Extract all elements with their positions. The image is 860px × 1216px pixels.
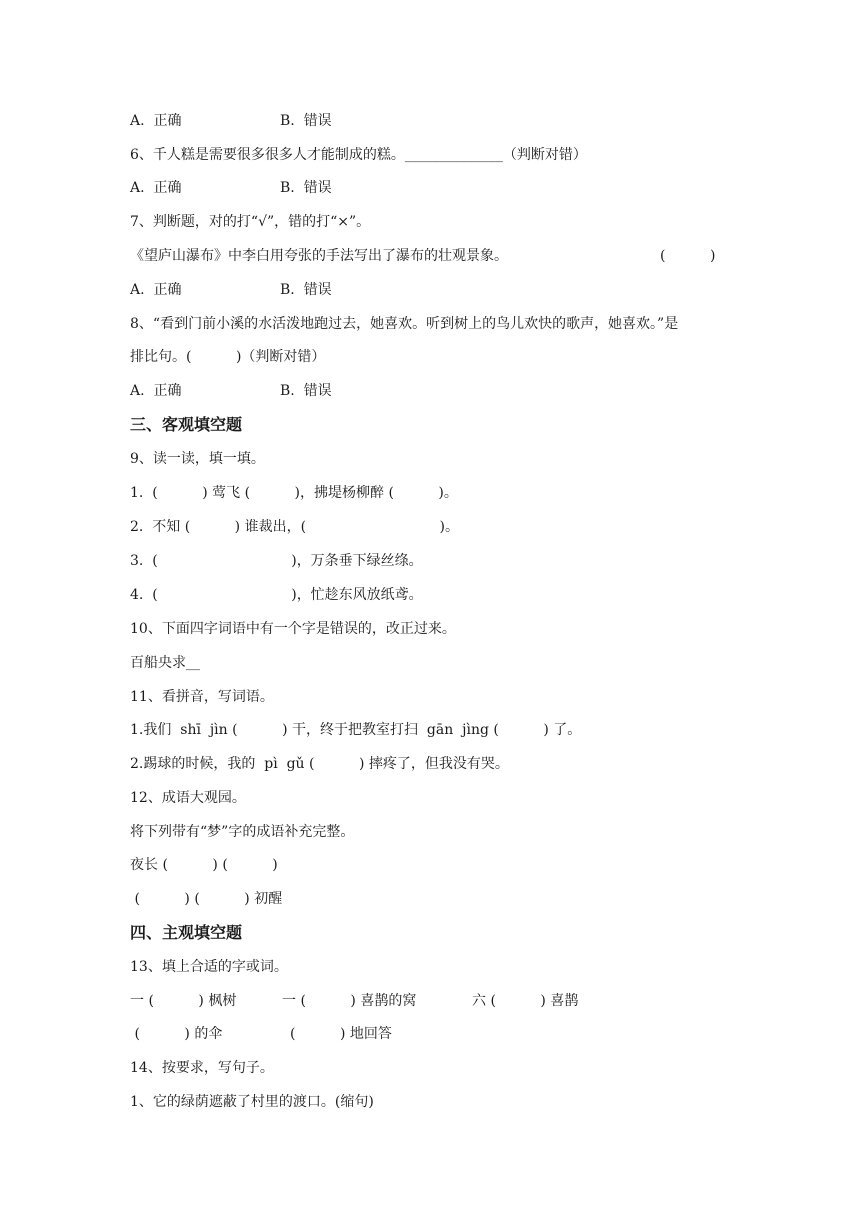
question-13-blank-d[interactable]: ( ) 的伞: [130, 1026, 223, 1042]
question-13-blank-e[interactable]: ( ) 地回答: [290, 1026, 392, 1042]
q8-option-a[interactable]: A. 正确: [130, 383, 182, 399]
question-6: 6、千人糕是需要很多很多人才能制成的糕。______________（判断对错）: [130, 147, 587, 163]
q7-option-b[interactable]: B. 错误: [280, 282, 332, 298]
question-7-answer-blank[interactable]: ( ): [660, 248, 716, 264]
question-8-line2: 排比句。( )（判断对错）: [130, 349, 326, 365]
q8-option-b[interactable]: B. 错误: [280, 383, 332, 399]
question-7-statement: 《望庐山瀑布》中李白用夸张的手法写出了瀑布的壮观景象。: [130, 248, 508, 264]
question-9-item-3[interactable]: 3. ( )，万条垂下绿丝绦。: [130, 553, 423, 569]
question-13-blank-c[interactable]: 六 ( ) 喜鹊: [472, 993, 579, 1009]
question-12: 12、成语大观园。: [130, 790, 246, 806]
q5-option-a[interactable]: A. 正确: [130, 113, 182, 129]
q6-option-b[interactable]: B. 错误: [280, 180, 332, 196]
question-10: 10、下面四字词语中有一个字是错误的，改正过来。: [130, 621, 456, 637]
q5-option-b[interactable]: B. 错误: [280, 113, 332, 129]
question-9-item-2[interactable]: 2. 不知 ( ) 谁裁出，( )。: [130, 519, 460, 535]
question-9: 9、读一读，填一填。: [130, 451, 265, 467]
question-9-item-1[interactable]: 1. ( ) 莺飞 ( )，拂堤杨柳醉 ( )。: [130, 485, 458, 501]
question-14-item-1: 1、它的绿荫遮蔽了村里的渡口。(缩句): [130, 1094, 374, 1110]
question-13-blank-a[interactable]: 一 ( ) 枫树: [130, 993, 237, 1009]
question-13-blank-b[interactable]: 一 ( ) 喜鹊的窝: [282, 993, 417, 1009]
section-3-heading: 三、客观填空题: [130, 415, 243, 434]
section-4-heading: 四、主观填空题: [130, 923, 243, 942]
question-13: 13、填上合适的字或词。: [130, 959, 288, 975]
q6-option-a[interactable]: A. 正确: [130, 180, 182, 196]
question-10-word[interactable]: 百船央求__: [130, 655, 200, 671]
question-12-item-2[interactable]: ( ) ( ) 初醒: [130, 891, 283, 907]
question-12-item-1[interactable]: 夜长 ( ) ( ): [130, 857, 278, 873]
question-12-description: 将下列带有“梦”字的成语补充完整。: [130, 824, 355, 840]
question-11: 11、看拼音，写词语。: [130, 689, 274, 705]
question-14: 14、按要求，写句子。: [130, 1060, 274, 1076]
q7-option-a[interactable]: A. 正确: [130, 282, 182, 298]
question-11-item-1[interactable]: 1.我们 shī jìn ( ) 干，终于把教室打扫 gān jìng ( ) 了。: [130, 722, 582, 738]
question-8-line1: 8、“看到门前小溪的水活泼地跑过去，她喜欢。听到树上的鸟儿欢快的歌声，她喜欢。”是: [130, 316, 679, 332]
question-7-title: 7、判断题，对的打“√”，错的打“×”。: [130, 214, 371, 230]
question-11-item-2[interactable]: 2.踢球的时候，我的 pì gǔ ( ) 摔疼了，但我没有哭。: [130, 756, 509, 772]
question-9-item-4[interactable]: 4. ( )，忙趁东风放纸鸢。: [130, 587, 423, 603]
